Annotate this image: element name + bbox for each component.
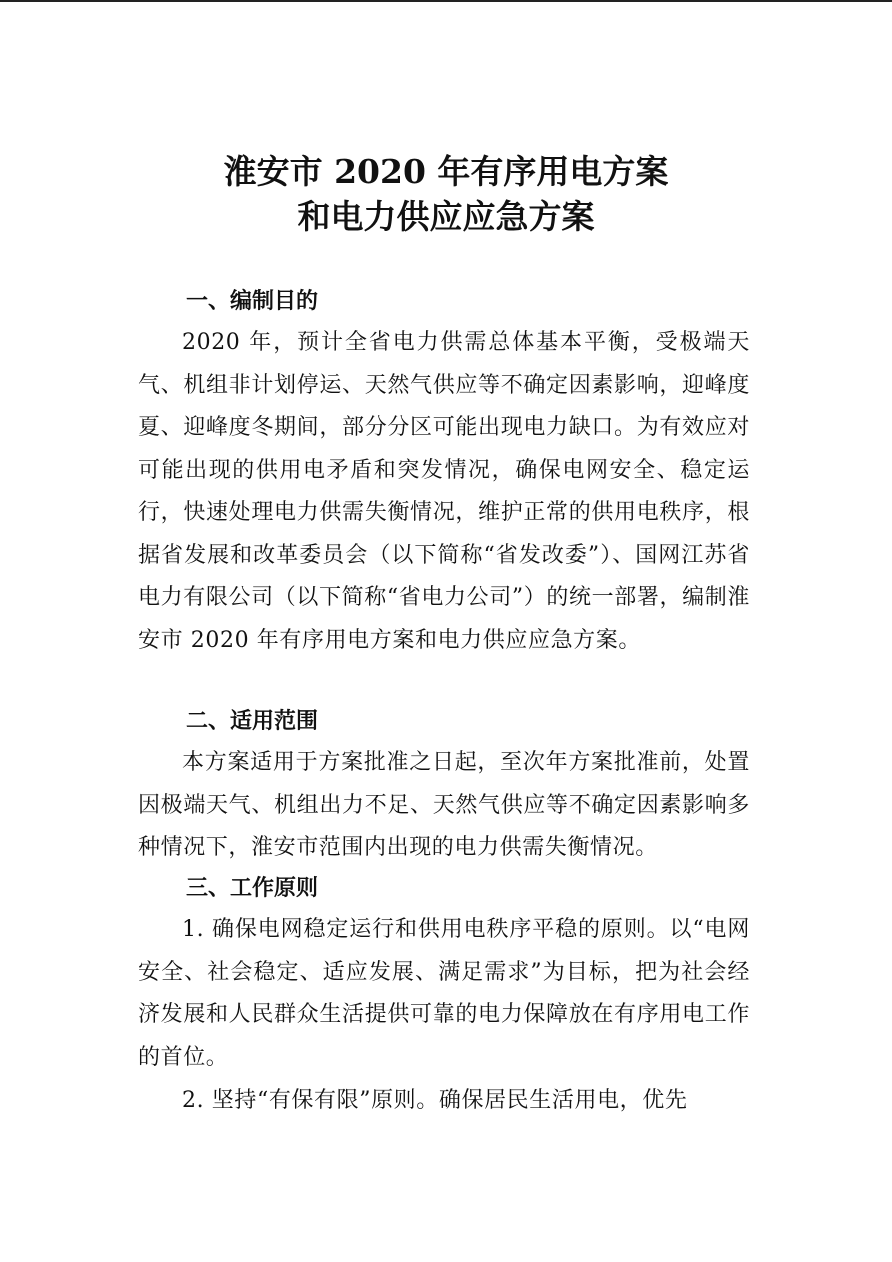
paragraph-principle-1: 1. 确保电网稳定运行和供用电秩序平稳的原则。以“电网安全、社会稳定、适应发展、满足需求”为目标，把为社会经济发展和人民群众生活提供可靠的电力保障放在有序用电工作的首位。	[138, 917, 750, 1070]
section-heading-principles: 三、工作原则	[186, 876, 319, 901]
section-heading-purpose: 一、编制目的	[186, 289, 319, 314]
document-title-line-1: 淮安市 2020 年有序用电方案	[223, 152, 669, 191]
paragraph-scope: 本方案适用于方案批准之日起，至次年方案批准前，处置因极端天气、机组出力不足、天然气供应等不确定因素影响多种情况下，淮安市范围内出现的电力供需失衡情况。	[138, 750, 750, 860]
document-title-line-2: 和电力供应应急方案	[297, 197, 595, 236]
paragraph-purpose: 2020 年，预计全省电力供需总体基本平衡，受极端天气、机组非计划停运、天然气供应等不确定因素影响，迎峰度夏、迎峰度冬期间，部分分区可能出现电力缺口。为有效应对可能出现的供用电矛盾和突发情况，确保电网安全、稳定运行，快速处理电力供需失衡情况，维护正常的供用电秩序，根据省发展和改革委员会（以下简称“省发改委”）、国网江苏省电力有限公司（以下简称“省电力公司”）的统一部署，编制淮安市 2020 年有序用电方案和电力供应应急方案。	[138, 330, 750, 653]
paragraph-principle-2: 2. 坚持“有保有限”原则。确保居民生活用电，优先	[182, 1088, 688, 1113]
section-heading-scope: 二、适用范围	[186, 709, 319, 734]
